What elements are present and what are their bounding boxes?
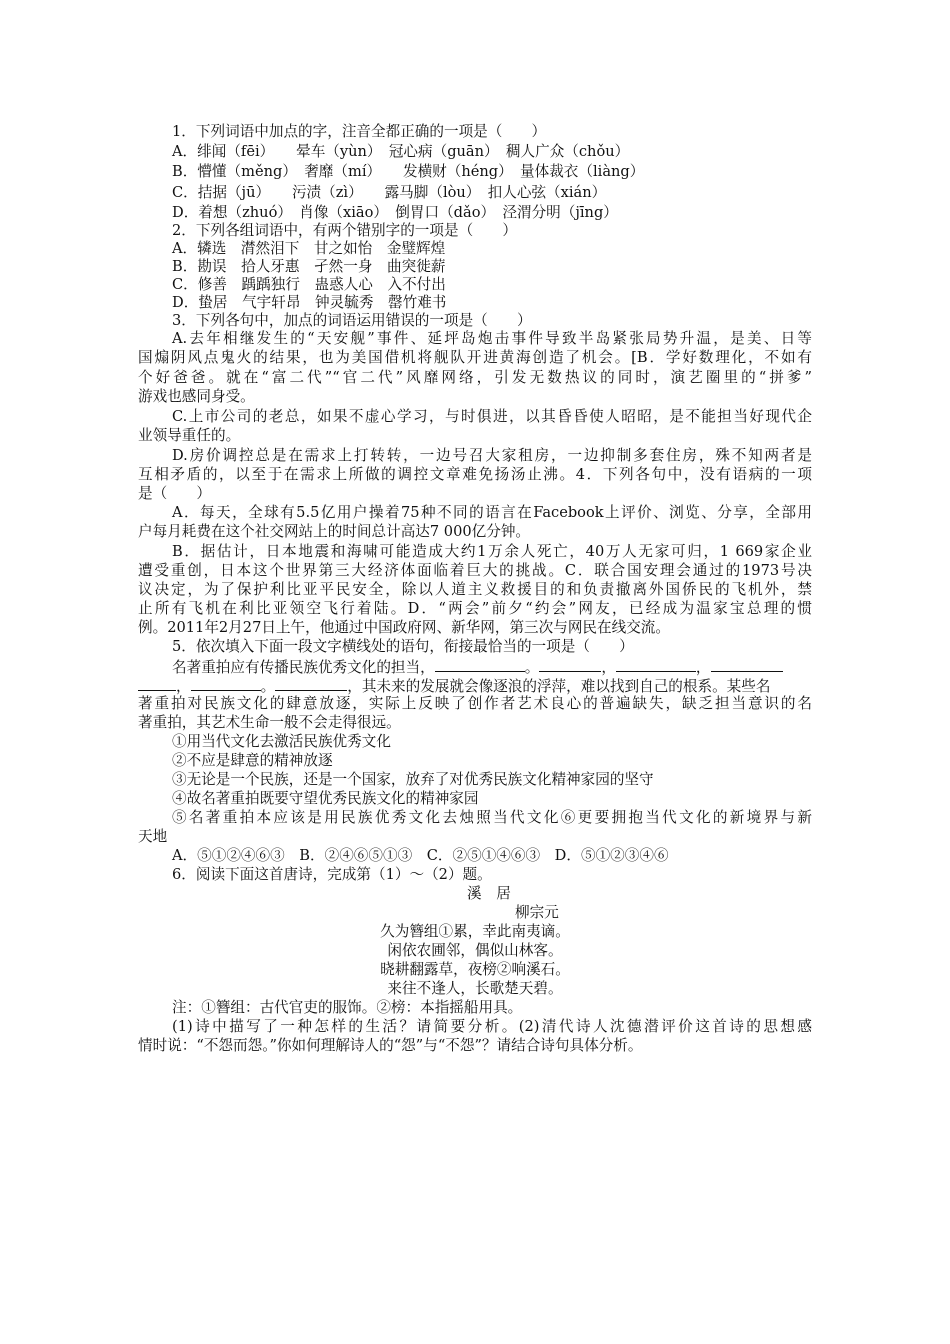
q5-punct-5: 。 <box>260 678 276 695</box>
q5-item-5: ⑤名著重拍本应该是用民族优秀文化去烛照当代文化⑥更要拥抱当代文化的新境界与新 <box>172 809 812 826</box>
q5-item-4: ④故名著重拍既要守望优秀民族文化的精神家园 <box>172 790 479 807</box>
q1-option-a: A．绯闻（fēi） 晕车（yùn） 冠心病（guān） 稠人广众（chǒu） <box>172 143 630 160</box>
blank-7 <box>275 676 347 691</box>
blank-3 <box>616 657 696 672</box>
q6-stem: 6．阅读下面这首唐诗，完成第（1）～（2）题。 <box>172 866 492 883</box>
q3-option-c-line1: C.上市公司的老总，如果不虚心学习，与时俱进，以其昏昏使人昭昭，是不能担当好现代企 <box>172 408 812 425</box>
q3-option-b-line3: 游戏也感同身受。 <box>138 388 255 405</box>
q3-option-d-line3: 是（ ） <box>138 485 211 502</box>
q1-option-c: C．拮据（jū） 污渍（zì） 露马脚（lòu） 扣人心弦（xián） <box>172 184 607 201</box>
q3-option-b-line2: 个好爸爸。就在“富二代”“官二代”风靡网络，引发无数热议的同时，演艺圈里的“拼爹” <box>138 369 812 386</box>
poem-line-4: 来往不逢人，长歌楚天碧。 <box>387 980 563 997</box>
q3-option-a-line1: A.去年相继发生的“天安舰”事件、延坪岛炮击事件导致半岛紧张局势升温，是美、日等 <box>172 330 812 347</box>
poem-title: 溪 居 <box>467 885 511 902</box>
q4-option-b-line1: B．据估计，日本地震和海啸可能造成大约1万余人死亡，40万人无家可归，1 669家企业 <box>172 543 812 560</box>
blank-6 <box>191 676 261 691</box>
q2-option-d: D．蛰居 气宇轩昂 钟灵毓秀 罄竹难书 <box>172 294 447 311</box>
q4-option-d-line2: 例。2011年2月27日上午，他通过中国政府网、新华网，第三次与网民在线交流。 <box>138 619 670 636</box>
q5-passage-line2 <box>138 676 770 696</box>
q4-option-c-line3: 止所有飞机在利比亚领空飞行着陆。D．“两会”前夕“约会”网友，已经成为温家宝总理的惯 <box>138 600 812 617</box>
q4-option-a-line1: A．每天，全球有5.5亿用户操着75种不同的语言在Facebook上评价、浏览、分享，全部用 <box>172 504 812 521</box>
q5-passage-line3: 著重拍对民族文化的肆意放逐，实际上反映了创作者艺术良心的普遍缺失，缺乏担当意识的名 <box>138 695 812 712</box>
q5-passage-line4: 著重拍，其艺术生命一般不会走得很远。 <box>138 714 401 731</box>
q5-stem: 5．依次填入下面一段文字横线处的语句，衔接最恰当的一项是（ ） <box>172 638 634 655</box>
q1-stem: 1．下列词语中加点的字，注音全都正确的一项是（ ） <box>172 123 547 140</box>
q2-option-c: C．修善 踽踽独行 蛊惑人心 入不付出 <box>172 276 446 293</box>
q3-option-d-line1: D.房价调控总是在需求上打转转，一边号召大家租房，一边抑制多套住房，殊不知两者是 <box>172 447 812 464</box>
q5-passage-line1 <box>172 657 783 677</box>
q5-item-2: ②不应是肆意的精神放逐 <box>172 752 333 769</box>
q3-option-d-line2: 互相矛盾的，以至于在需求上所做的调控文章难免扬汤止沸。4．下列各句中，没有语病的一项 <box>138 466 812 483</box>
blank-2 <box>539 657 601 672</box>
q6-subquestion-line1: (1)诗中描写了一种怎样的生活？请简要分析。(2)清代诗人沈德潜评价这首诗的思想感 <box>172 1018 812 1035</box>
q5-passage-text1: 名著重拍应有传播民族优秀文化的担当， <box>172 659 435 676</box>
q5-item-1: ①用当代文化去激活民族优秀文化 <box>172 733 391 750</box>
q5-passage-text2: ，其未来的发展就会像逐浪的浮萍，难以找到自己的根系。某些名 <box>347 678 771 695</box>
q5-punct-3: ， <box>695 659 711 676</box>
q4-option-b-line2: 遭受重创，日本这个世界第三大经济体面临着巨大的挑战。C．联合国安理会通过的1973号决 <box>138 562 812 579</box>
q4-option-c-line2: 议决定，为了保护利比亚平民安全，除以人道主义救援目的和负责撤离外国侨民的飞机外，禁 <box>138 581 812 598</box>
q5-choices: A．⑤①②④⑥③ B．②④⑥⑤①③ C．②⑤①④⑥③ D．⑤①②③④⑥ <box>172 847 669 864</box>
q5-punct-1: 。 <box>524 659 540 676</box>
blank-1 <box>435 657 525 672</box>
poem-line-3: 晓耕翻露草，夜榜②响溪石。 <box>380 961 570 978</box>
q3-option-a-line2: 国煽阴风点鬼火的结果，也为美国借机将舰队开进黄海创造了机会。[B．学好数理化，不如有 <box>138 349 812 366</box>
q3-option-c-line2: 业领导重任的。 <box>138 427 241 444</box>
q5-punct-2: ， <box>601 659 616 676</box>
q2-option-b: B．勘误 拾人牙惠 孑然一身 曲突徙薪 <box>172 258 446 275</box>
poem-author: 柳宗元 <box>515 904 559 921</box>
poem-line-1: 久为簪组①累，幸此南夷谪。 <box>380 923 570 940</box>
q2-stem: 2．下列各组词语中，有两个错别字的一项是（ ） <box>172 222 517 239</box>
q6-subquestion-line2: 情时说：“不怨而怨。”你如何理解诗人的“怨”与“不怨”？请结合诗句具体分析。 <box>138 1037 643 1054</box>
poem-note: 注：①簪组：古代官吏的服饰。②榜：本指摇船用具。 <box>172 999 523 1016</box>
q5-punct-4: ， <box>176 678 191 695</box>
blank-5 <box>138 676 176 691</box>
q5-item-3: ③无论是一个民族，还是一个国家，放弃了对优秀民族文化精神家园的坚守 <box>172 771 654 788</box>
blank-4 <box>711 657 783 672</box>
q3-stem: 3．下列各句中，加点的词语运用错误的一项是（ ） <box>172 312 532 329</box>
poem-line-2: 闲依农圃邻，偶似山林客。 <box>387 942 563 959</box>
q1-option-b: B．懵懂（měng） 奢靡（mí） 发横财（héng） 量体裁衣（liàng） <box>172 163 645 180</box>
q2-option-a: A．辚选 潸然泪下 甘之如怡 金璧辉煌 <box>172 240 446 257</box>
q4-option-a-line2: 户每月耗费在这个社交网站上的时间总计高达7 000亿分钟。 <box>138 523 531 540</box>
q1-option-d: D．着想（zhuó） 肖像（xiāo） 倒胃口（dǎo） 泾渭分明（jīng） <box>172 204 618 221</box>
q5-item-5-cont: 天地 <box>138 828 168 845</box>
